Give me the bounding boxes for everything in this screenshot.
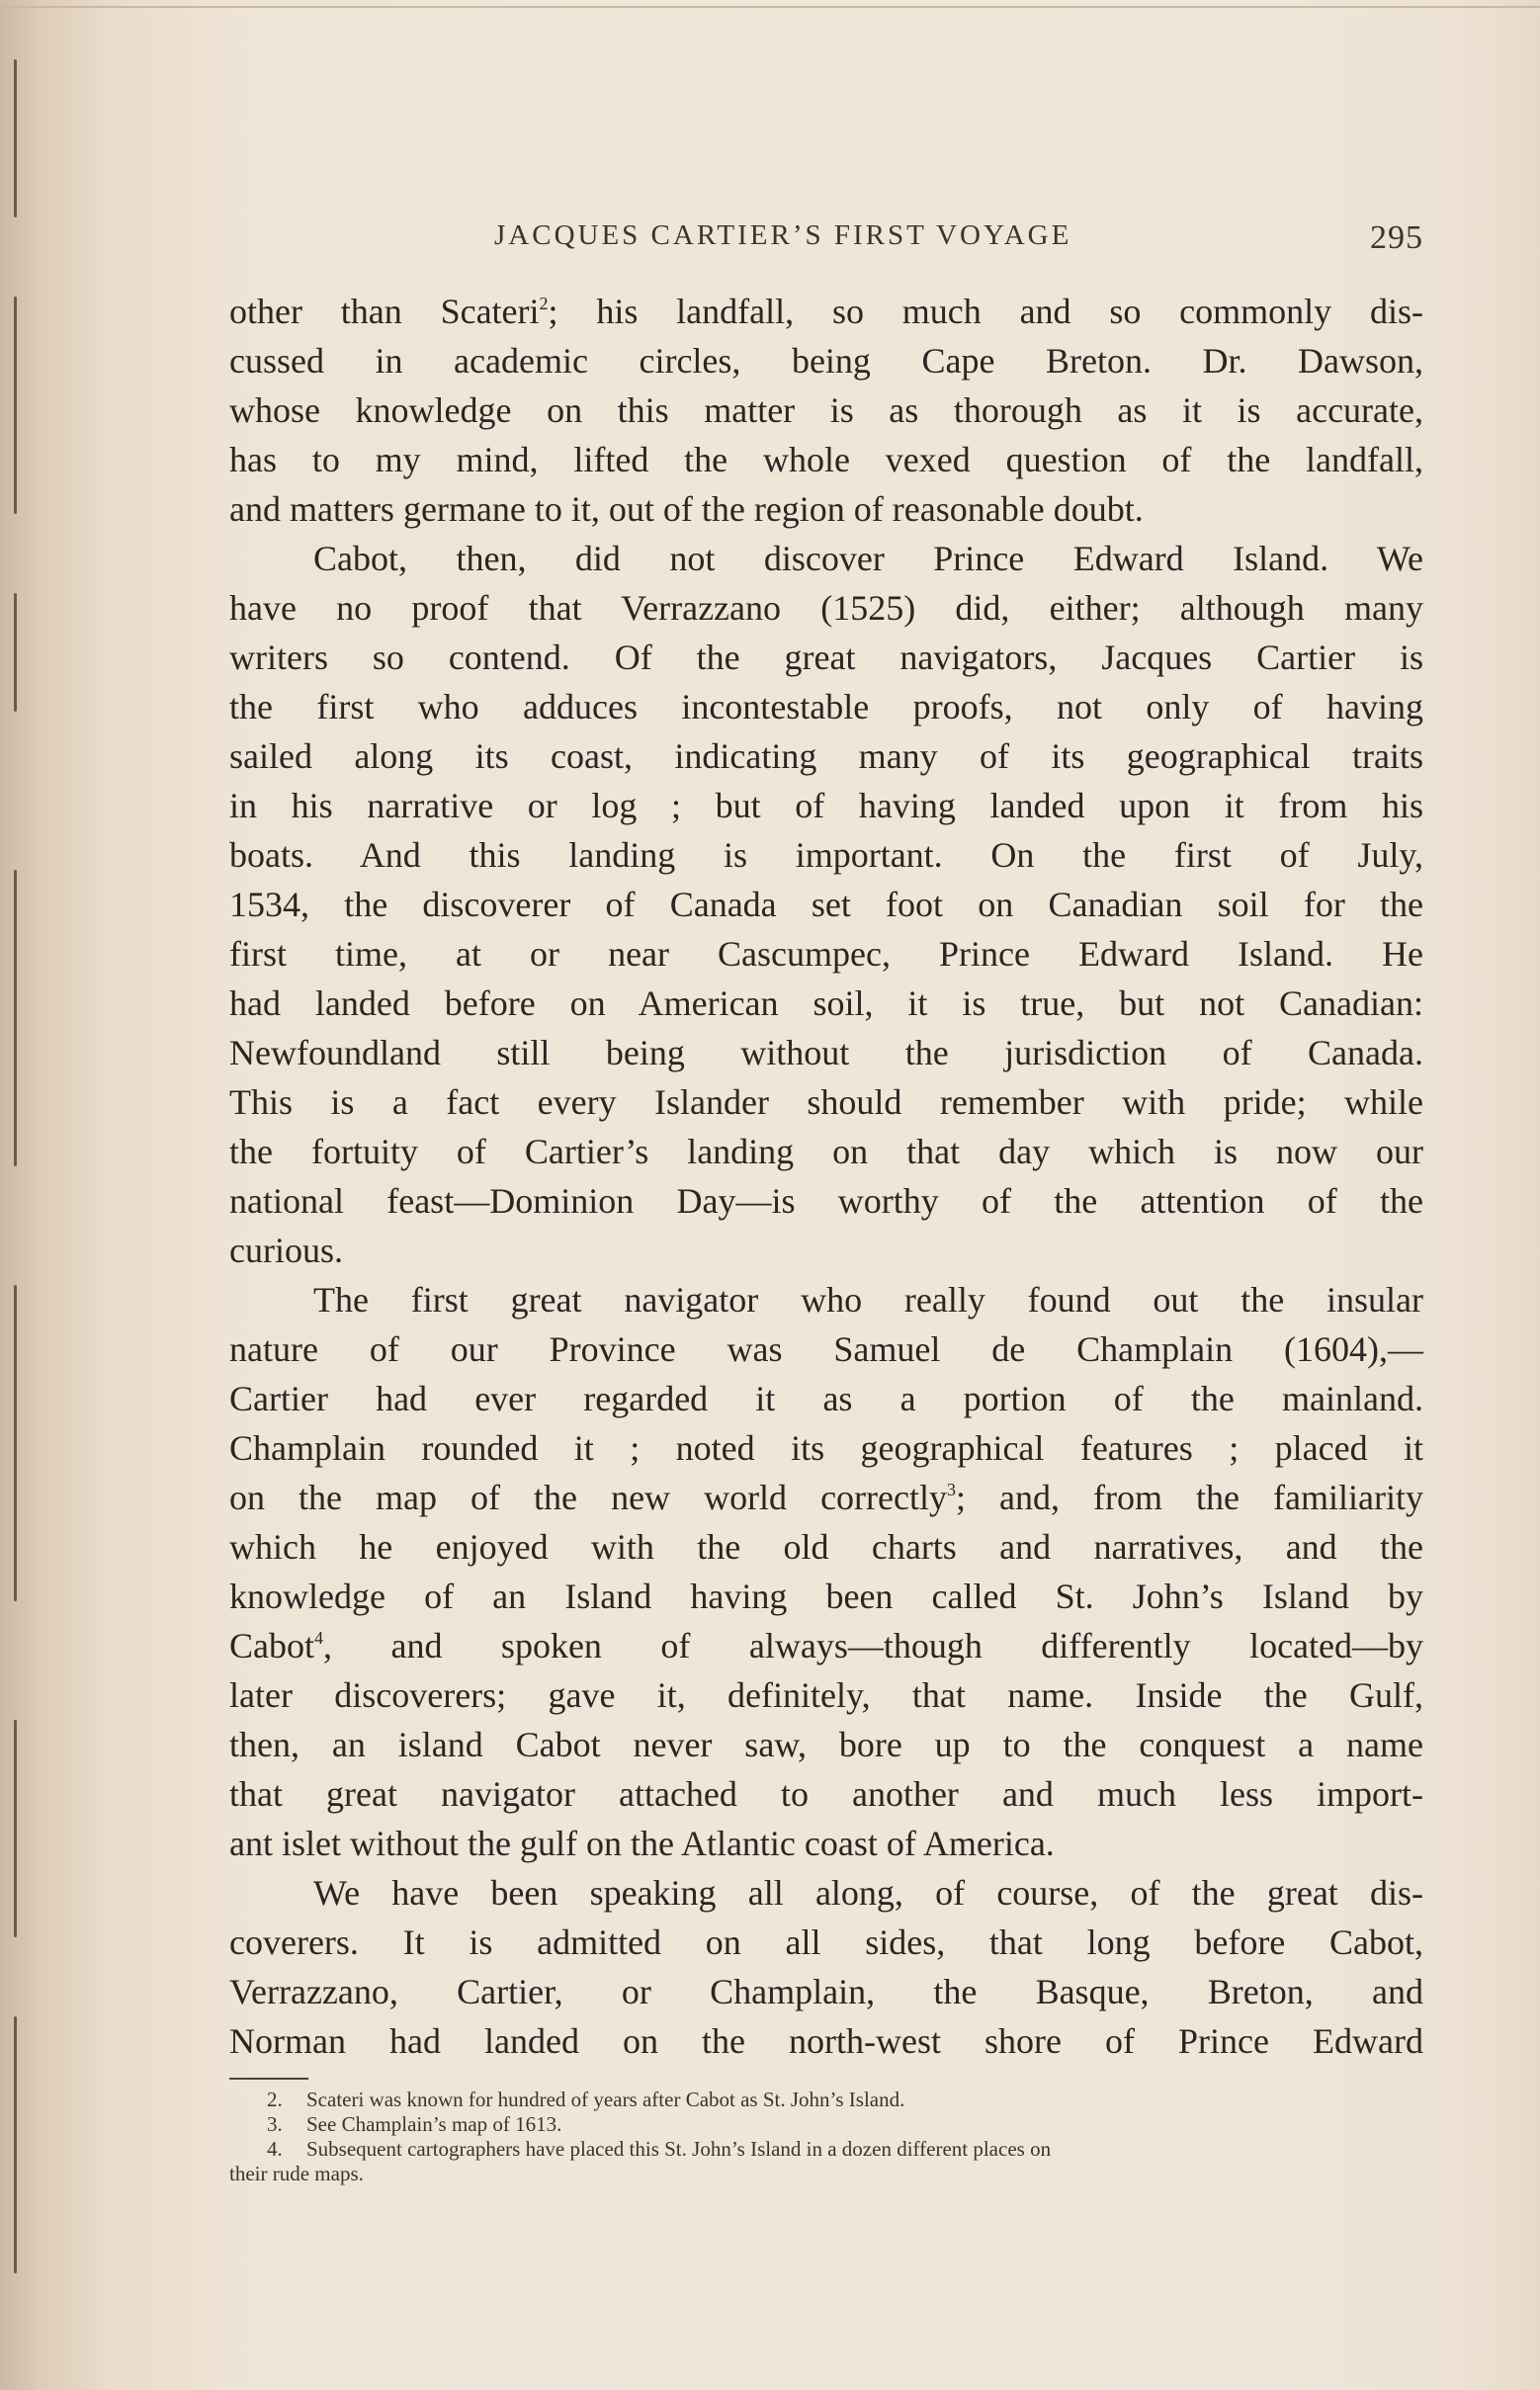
footnote-number: 3.: [267, 2112, 283, 2136]
text-line: [229, 1324, 1423, 1374]
text-line-content: [229, 1127, 1423, 1176]
text-segment: which he enjoyed with the old charts and narratives, and the: [229, 1527, 1423, 1567]
text-line: [229, 1572, 1423, 1621]
text-line: [229, 1028, 1423, 1077]
text-line-content: [229, 1275, 1423, 1324]
text-line-content: [229, 287, 1423, 336]
text-segment: curious.: [229, 1231, 343, 1270]
text-segment: knowledge of an Island having been called St. John’s Island by: [229, 1577, 1423, 1616]
footnote-rule: [229, 2078, 308, 2080]
text-line-content: [229, 1226, 1423, 1275]
footnotes: [229, 2088, 1423, 2186]
text-line: [229, 1967, 1423, 2016]
text-line-content: [229, 979, 1423, 1028]
footnote-reference: 3: [947, 1480, 956, 1499]
text-segment: nature of our Province was Samuel de Champlain (1604),—: [229, 1329, 1423, 1369]
text-line-content: [229, 534, 1423, 583]
text-segment: coverers. It is admitted on all sides, that long before Cabot,: [229, 1922, 1423, 1962]
text-line: [229, 1918, 1423, 1967]
text-segment: boats. And this landing is important. On the first of July,: [229, 835, 1423, 875]
text-line: [229, 929, 1423, 979]
text-line: [229, 880, 1423, 929]
text-line: [229, 1819, 1423, 1868]
text-line-content: [229, 1720, 1423, 1769]
footnote-text-continued: their rude maps.: [229, 2162, 364, 2185]
text-line-content: [229, 336, 1423, 385]
text-line: [229, 2016, 1423, 2066]
footnote-reference: 2: [539, 294, 549, 313]
text-segment: , and spoken of always—though differently located—by: [323, 1626, 1423, 1665]
text-line: [229, 1473, 1423, 1522]
text-line-content: [229, 385, 1423, 435]
binding-gutter-mark: [14, 593, 17, 712]
text-segment: on the map of the new world correctly: [229, 1478, 947, 1517]
text-segment: later discoverers; gave it, definitely, that name. Inside the Gulf,: [229, 1675, 1423, 1715]
running-title: JACQUES CARTIER’S FIRST VOYAGE: [494, 219, 1072, 251]
text-line: [229, 1226, 1423, 1275]
text-line: [229, 534, 1423, 583]
text-segment: then, an island Cabot never saw, bore up to the conquest a name: [229, 1725, 1423, 1764]
page-top-edge: [0, 6, 1540, 8]
text-segment: Cartier had ever regarded it as a portion of the mainland.: [229, 1379, 1423, 1418]
text-line-content: [229, 1176, 1423, 1226]
footnote-reference: 4: [314, 1628, 323, 1648]
text-segment: the first who adduces incontestable proofs, not only of having: [229, 687, 1423, 726]
text-line: [229, 1670, 1423, 1720]
text-line-content: [229, 1769, 1423, 1819]
text-line: [229, 435, 1423, 484]
footnote-text: Subsequent cartographers have placed this St. John’s Island in a dozen different places on: [306, 2137, 1052, 2161]
text-line: [229, 1275, 1423, 1324]
text-line: [229, 1720, 1423, 1769]
text-line-content: [229, 1374, 1423, 1423]
text-line-content: [229, 1473, 1423, 1522]
footnote: [229, 2137, 1423, 2186]
footnote-text: Scateri was known for hundred of years after Cabot as St. John’s Island.: [306, 2088, 905, 2111]
text-segment: writers so contend. Of the great navigators, Jacques Cartier is: [229, 638, 1423, 677]
text-segment: cussed in academic circles, being Cape Breton. Dr. Dawson,: [229, 341, 1423, 381]
text-segment: the fortuity of Cartier’s landing on that day which is now our: [229, 1132, 1423, 1171]
binding-gutter-mark: [14, 2016, 17, 2273]
footnote-text: See Champlain’s map of 1613.: [306, 2112, 562, 2136]
text-line-content: [229, 781, 1423, 830]
text-segment: 1534, the discoverer of Canada set foot on Canadian soil for the: [229, 885, 1423, 924]
footnote-number: 4.: [267, 2137, 283, 2161]
text-segment: and matters germane to it, out of the region of reasonable doubt.: [229, 489, 1144, 529]
text-segment: Cabot: [229, 1626, 314, 1665]
text-line-content: [229, 1967, 1423, 2016]
footnote: [229, 2088, 1423, 2112]
text-segment: whose knowledge on this matter is as thorough as it is accurate,: [229, 390, 1423, 430]
binding-gutter-mark: [14, 297, 17, 514]
text-line-content: [229, 1819, 1423, 1868]
text-segment: ; and, from the familiarity: [956, 1478, 1423, 1517]
text-line-content: [229, 1423, 1423, 1473]
binding-gutter-mark: [14, 1285, 17, 1601]
text-line: [229, 1077, 1423, 1127]
text-line-content: [229, 731, 1423, 781]
footnote: [229, 2112, 1423, 2137]
text-line: [229, 484, 1423, 534]
text-segment: Champlain rounded it ; noted its geographical features ; placed it: [229, 1428, 1423, 1468]
text-segment: in his narrative or log ; but of having landed upon it from his: [229, 786, 1423, 825]
text-line: [229, 1374, 1423, 1423]
text-line-content: [229, 484, 1423, 534]
text-line: [229, 287, 1423, 336]
text-line-content: [229, 1621, 1423, 1670]
page-number: 295: [1370, 219, 1423, 256]
text-line-content: [229, 1572, 1423, 1621]
binding-gutter-mark: [14, 870, 17, 1166]
footnote-number: 2.: [267, 2088, 283, 2111]
text-segment: Verrazzano, Cartier, or Champlain, the Basque, Breton, and: [229, 1972, 1423, 2011]
text-line: [229, 1423, 1423, 1473]
binding-gutter-mark: [14, 1720, 17, 1937]
text-segment: We have been speaking all along, of course, of the great dis-: [313, 1873, 1423, 1913]
text-segment: ant islet without the gulf on the Atlantic coast of America.: [229, 1824, 1055, 1863]
text-segment: The first great navigator who really found out the insular: [313, 1280, 1423, 1320]
text-segment: sailed along its coast, indicating many of its geographical traits: [229, 736, 1423, 776]
text-line: [229, 336, 1423, 385]
text-segment: had landed before on American soil, it is true, but not Canadian:: [229, 983, 1423, 1023]
text-line: [229, 385, 1423, 435]
text-segment: has to my mind, lifted the whole vexed question of the landfall,: [229, 440, 1423, 479]
text-line: [229, 1868, 1423, 1918]
text-line: [229, 830, 1423, 880]
text-segment: Norman had landed on the north-west shore of Prince Edward: [229, 2021, 1423, 2061]
text-line-content: [229, 435, 1423, 484]
text-segment: national feast—Dominion Day—is worthy of the attention of the: [229, 1181, 1423, 1221]
text-line-content: [229, 1918, 1423, 1967]
text-line: [229, 731, 1423, 781]
text-segment: that great navigator attached to another and much less import-: [229, 1774, 1423, 1814]
text-line: [229, 633, 1423, 682]
text-line: [229, 1621, 1423, 1670]
text-line-content: [229, 1028, 1423, 1077]
text-line-content: [229, 583, 1423, 633]
text-segment: first time, at or near Cascumpec, Prince Edward Island. He: [229, 934, 1423, 974]
text-line-content: [229, 1670, 1423, 1720]
text-line-content: [229, 1868, 1423, 1918]
text-segment: ; his landfall, so much and so commonly dis-: [548, 292, 1423, 331]
binding-gutter-mark: [14, 59, 17, 217]
text-line-content: [229, 633, 1423, 682]
text-line-content: [229, 2016, 1423, 2066]
text-line: [229, 1176, 1423, 1226]
text-line-content: [229, 830, 1423, 880]
text-line: [229, 979, 1423, 1028]
text-line-content: [229, 1324, 1423, 1374]
text-line: [229, 583, 1423, 633]
text-line-content: [229, 682, 1423, 731]
text-segment: Cabot, then, did not discover Prince Edward Island. We: [313, 539, 1423, 578]
text-segment: Newfoundland still being without the jurisdiction of Canada.: [229, 1033, 1423, 1072]
text-line: [229, 1522, 1423, 1572]
running-header: [494, 219, 1423, 269]
text-line: [229, 682, 1423, 731]
text-line-content: [229, 1522, 1423, 1572]
body-text: [229, 287, 1423, 2066]
text-line: [229, 1769, 1423, 1819]
text-segment: This is a fact every Islander should remember with pride; while: [229, 1082, 1423, 1122]
text-segment: have no proof that Verrazzano (1525) did, either; although many: [229, 588, 1423, 628]
text-segment: other than Scateri: [229, 292, 540, 331]
text-line: [229, 781, 1423, 830]
text-line-content: [229, 929, 1423, 979]
text-line-content: [229, 1077, 1423, 1127]
text-line: [229, 1127, 1423, 1176]
text-line-content: [229, 880, 1423, 929]
